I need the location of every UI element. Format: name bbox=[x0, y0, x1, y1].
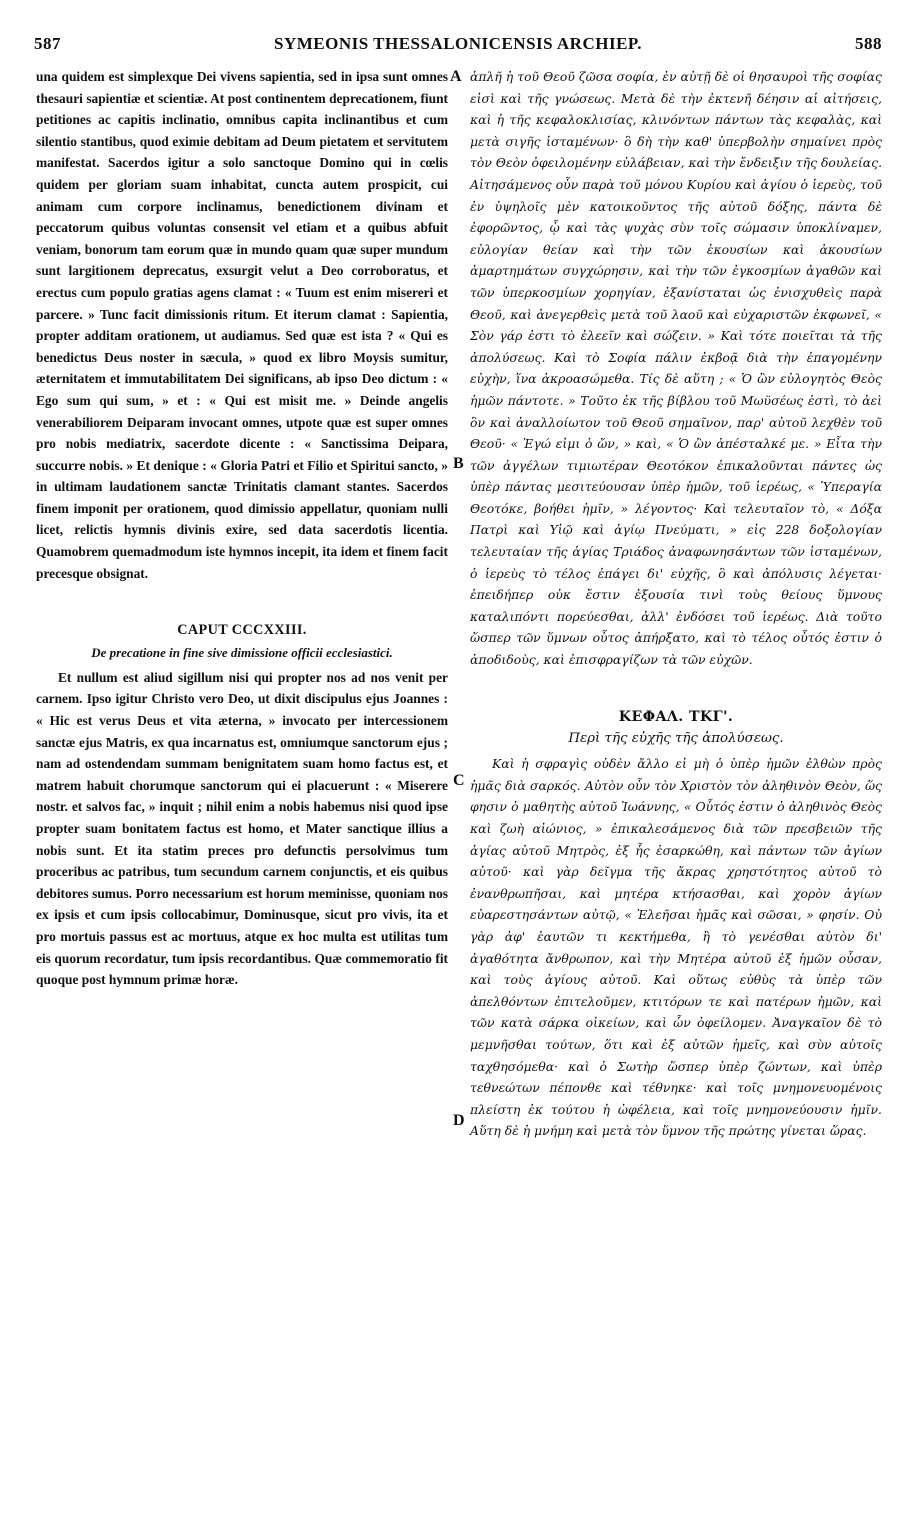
latin-chapter-title: CAPUT CCCXXIII. bbox=[177, 622, 307, 639]
margin-letter-b: B bbox=[453, 455, 464, 472]
latin-chapter-subtitle: De precatione in fine sive dimissione officii ecclesiastici. bbox=[91, 644, 393, 660]
greek-chapter-subtitle: Περὶ τῆς εὐχῆς τῆς ἀπολύσεως. bbox=[568, 731, 784, 747]
greek-paragraph-1: ἁπλῆ ἡ τοῦ Θεοῦ ζῶσα σοφία, ἐν αὐτῇ δὲ οἱ θησαυροὶ τῆς σοφίας εἰσὶ καὶ τῆς γνώσεως. Μετὰ δὲ τὴν ἐκτενῆ δέησιν αἱ αἰτήσεις, καὶ ἡ τῆς κεφαλοκλισίας, κλινόντων πάντων τὰς κεφαλὰς, καὶ μετὰ σιγῆς ἱσταμένων· ὃ δὴ τὴν καθ' ὑπερβολὴν σημαίνει πρὸς τὸν Θεὸν ὀφειλομένην εὐλάβειαν, καὶ τὴν ἔνδειξιν τῆς δουλείας. Αἰτησάμενος οὖν παρὰ τοῦ μόνου Κυρίου καὶ ἁγίου ὁ ἱερεὺς, τοῦ ἐν ὑψηλοῖς μὲν κατοικοῦντος τῆς αὐτοῦ δόξης, πάντα δὲ ἐφορῶντος, ᾧ καὶ τὰς ψυχὰς σὺν τοῖς σώμασιν ὑποκλίναμεν, εὐλογίαν θείαν καὶ τὴν τῶν ἑκουσίων καὶ ἀκουσίων ἁμαρτημάτων συγχώρησιν, καὶ τὴν τῶν ἐγκοσμίων ἀγαθῶν καὶ τῶν ὑπερκοσμίων χορηγίαν, ἐξανίσταται ὡς ἐνισχυθεὶς παρὰ Θεοῦ, καὶ ἀνεγερθεὶς μετὰ τοῦ λαοῦ καὶ εὐχαριστῶν ἐκφωνεῖ, « Σὸν γάρ ἐστι τὸ ἐλεεῖν καὶ σώζειν. » Καὶ τότε ποιεῖται τὰ τῆς ἀπολύσεως. Καὶ τὸ Σοφία πάλιν ἐκβοᾷ διὰ τὴν ἐπαγομένην εὐχὴν, ἵνα ἀκροασώμεθα. Τίς δὲ αὕτη ; « Ὁ ὢν εὐλογητὸς Θεὸς ἡμῶν πάντοτε. » Τοῦτο ἐκ τῆς βίβλου τοῦ Μωϋσέως ἐστὶ, τὸ ἀεὶ ὂν καὶ ἀναλλοίωτον τοῦ Θεοῦ σημαῖνον, παρ' αὐτοῦ λεχθὲν τοῦ Θεοῦ· « Ἐγώ εἰμι ὁ ὤν, » καὶ, « Ὁ ὢν ἀπέσταλκέ με. » Εἶτα τὴν τῶν ἀγγέλων τιμιωτέραν Θεοτόκον ἐπικαλοῦνται πάντες ὡς ὑπὲρ πάντας μεσιτεύουσαν ὑπὲρ ἡμῶν, τοῦ ἱερέως, « Ὑπεραγία Θεοτόκε, βοήθει ἡμῖν, » λέγοντος· Καὶ τελευταῖον τὸ, « Δόξα Πατρὶ καὶ Υἱῷ καὶ ἁγίῳ Πνεύματι, » εἰς 228 δοξολογίαν τελευταίαν τῆς ἁγίας Τριάδος ἀναφωνησάντων τῶν ἱσταμένων, ὁ ἱερεὺς τὸ τέλος ἐπάγει δι' εὐχῆς, ὃ καὶ ἀπόλυσις λέγεται· ἐπειδήπερ οὐκ ἔστιν ἐξουσία τινὶ τοὺς θείους ὕμνους καταλιπόντι πορεύεσθαι, ἀλλ' ἐνδόσει τοῦ ἱερέως. Διὰ τοῦτο ὥσπερ τῶν ὕμνων οὗτος ἀπήρξατο, καὶ τὸ τέλος οὗτός ἐστιν ὁ ἀποδιδοὺς, καὶ ἐπισφραγίζων τὰ τῶν εὐχῶν. bbox=[470, 69, 883, 668]
page-number-left: 587 bbox=[34, 34, 61, 53]
margin-letter-a: A bbox=[450, 68, 462, 85]
latin-paragraph-1: una quidem est simplexque Dei vivens sapientia, sed in ipsa sunt omnes thesauri sapientiæ et scientiæ. At post continentem deprecationem, fiunt petitiones ac capitis inclinatio, omnibus capita inclinantibus et cum silentio stantibus, quod eximie debitam ad Deum pietatem et servitutem manifestat. Sacerdos igitur a solo sanctoque Domino qui in cœlis quidem per gloriam suam inhabitat, cuncta autem prospicit, cui animam cum corpore inclinamus, benedictionem divinam et peccatorum quibus voluntas consensit vel etiam et a quibus abfuit veniam, bonorum tam eorum quæ in mundo quam quæ super mundum sunt largitionem deprecatus, exsurgit velut a Deo corroboratus, et erectus cum populo gratias agens clamat : « Tuum est enim misereri et parcere. » Tunc facit dimissionis ritum. Et iterum clamat : Sapientia, propter additam orationem, ut audiamus. Sed quæ est ista ? « Qui es benedictus Deus noster in sæcula, » quod ex libro Moysis sumitur, æternitatem et immutabilitatem Dei significans, ab ipso Deo dictum : « Ego sum qui sum, » et : « Qui est misit me. » Deinde angelis venerabiliorem Deiparam invocant omnes, utpote quæ est super omnes pro nobis mediatrix, sacerdote dicente : « Sanctissima Deipara, succurre nobis. » Et denique : « Gloria Patri et Filio et Spiritui sancto, » in ultimam laudationem sanctæ Trinitatis clamant stantes. Sacerdos finem imponit per orationem, quod dimissio appellatur, quoniam nulli licet, relictis hymnis divinis exire, sed data sacerdotis licentia. Quamobrem quemadmodum iste hymnos incepit, ita idem et finem facit precesque obsignat. bbox=[36, 69, 448, 581]
latin-column bbox=[36, 66, 448, 991]
greek-paragraph-2: Καὶ ἡ σφραγὶς οὐδὲν ἄλλο εἰ μὴ ὁ ὑπὲρ ἡμῶν ἐλθὼν πρὸς ἡμᾶς διὰ σαρκός. Αὐτὸν οὖν τὸν Χριστὸν τὸν ἀληθινὸν Θεὸν, ὥς φησιν ὁ μαθητὴς αὐτοῦ Ἰωάννης, « Οὗτός ἐστιν ὁ ἀληθινὸς Θεὸς καὶ ζωὴ αἰώνιος, » ἐπικαλεσάμενος διὰ τῶν πρεσβειῶν τῆς ἁγίας αὐτοῦ Μητρὸς, ἐξ ἧς ἐσαρκώθη, καὶ πάντων τῶν ἁγίων αὐτοῦ· καὶ γὰρ δεῖγμα τῆς ἄκρας χρηστότητος αὐτοῦ τὸ ἐνανθρωπῆσαι, καὶ μητέρα κτήσασθαι, καὶ χορὸν ἁγίων εὐαρεστησάντων αὐτῷ, « Ἐλεῆσαι ἡμᾶς καὶ σῶσαι, » φησίν. Οὐ γὰρ ἀφ' ἑαυτῶν τι κεκτήμεθα, ἢ τὸ γενέσθαι αὐτὸν δι' ἀγαθότητα ἄνθρωπον, καὶ τὴν Μητέρα αὐτοῦ ἐξ ἡμῶν οὖσαν, καὶ τοὺς ἁγίους αὐτοῦ. Καὶ οὕτως εὐθὺς τὰ ὑπὲρ τῶν ἀπελθόντων ἐπιτελοῦμεν, κτιτόρων τε καὶ πατέρων ἡμῶν, καὶ τῶν κατὰ σάρκα οἰκείων, καὶ ὧν ὀφείλομεν. Ἀναγκαῖον δὲ τὸ μεμνῆσθαι τούτων, ὅτι καὶ ἐξ αὐτῶν ἡμεῖς, καὶ σὺν αὐτοῖς ταχθησόμεθα· καὶ ὁ Σωτὴρ ὥσπερ ὑπὲρ ζώντων, καὶ ὑπὲρ τεθνεώτων πέπονθε καὶ τέθνηκε· καὶ τοῖς μνημονευομένοις πλείστη ἐκ τούτου ἡ ὠφέλεια, καὶ τοῖς μνημονεύουσιν ἡμῖν. Αὕτη δὲ ἡ μνήμη καὶ μετὰ τὸν ὕμνον τῆς πρώτης γίνεται ὥρας. bbox=[470, 756, 882, 1139]
running-header bbox=[30, 30, 886, 58]
greek-column bbox=[470, 66, 882, 1142]
page-number-right: 588 bbox=[855, 34, 882, 53]
margin-letter-c: C bbox=[453, 772, 465, 789]
margin-letter-d: D bbox=[453, 1112, 465, 1129]
latin-paragraph-2: Et nullum est aliud sigillum nisi qui propter nos ad nos venit per carnem. Ipso igitur Christo vero Deo, ut dixit discipulus ejus Joannes : « Hic est verus Deus et vita æterna, » invocato per intercessionem sanctæ ejus Matris, ex qua incarnatus est, omniumque sanctorum ejus ; nam ad ostendendam summam benignitatem suam homo factus est, et matrem habuit chorumque sanctorum qui ei placuerunt : « Miserere nostr. et salvos fac, » inquit ; nihil enim a nobis habemus nisi quod ipse propter suam bonitatem factus est homo, et Mater sanctique illius a nobis sunt. Et ita statim preces pro defunctis persolvimus tum proceribus ac patribus, tum secundum carnem conjunctis, et eis quibus debitores sumus. Porro necessarium est horum meminisse, quoniam nos ex ipsis et cum ipsis collocabimur, Dominusque, sicut pro vivis, ita et pro mortuis passus est ac mortuus, atque ex hoc multa est utilitas tum eis quorum recordatur, tum ipsis recordantibus. Quæ commemoratio fit quoque post hymnum primæ horæ. bbox=[36, 669, 448, 988]
running-title: SYMEONIS THESSALONICENSIS ARCHIEP. bbox=[274, 34, 642, 53]
greek-chapter-title: ΚΕΦΑΛ. ΤΚΓ'. bbox=[618, 708, 734, 725]
